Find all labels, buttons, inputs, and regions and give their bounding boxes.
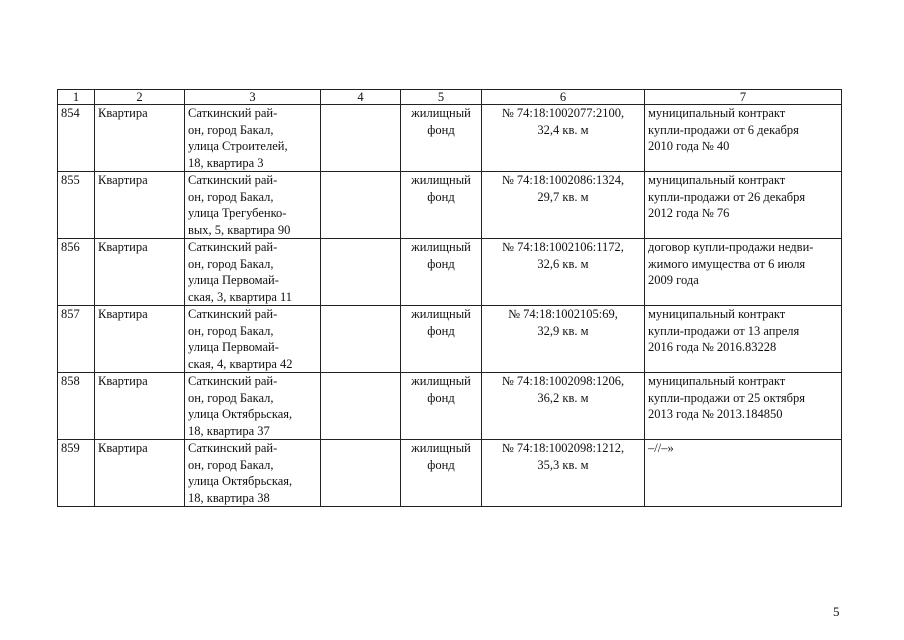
fund-line: фонд [427,390,455,405]
fund-line: фонд [427,323,455,338]
basis-line: муниципальный контракт [648,106,786,120]
cadastral-cell [482,373,645,440]
address-line: Саткинский рай- [188,307,278,321]
column-header: 6 [482,90,645,105]
column-header: 5 [401,90,482,105]
address-line: улица Трегубенко- [188,206,287,220]
row-number-cell: 857 [58,306,95,373]
empty-cell [321,239,401,306]
address-line: Саткинский рай- [188,106,278,120]
row-number-cell: 858 [58,373,95,440]
address-line: 18, квартира 38 [188,490,270,505]
empty-cell [321,373,401,440]
fund-cell [401,440,482,507]
basis-cell [645,239,842,306]
address-line: он, город Бакал, [188,189,274,204]
address-line: он, город Бакал, [188,390,274,405]
cadastral-cell [482,239,645,306]
fund-line: жилищный [411,441,471,455]
address-cell [185,172,321,239]
address-line: он, город Бакал, [188,122,274,137]
fund-cell [401,105,482,172]
fund-cell [401,306,482,373]
basis-line: купли-продажи от 26 декабря [648,189,806,204]
cadastral-line: 29,7 кв. м [537,189,589,204]
cadastral-line: 32,6 кв. м [537,256,589,271]
fund-line: жилищный [411,173,471,187]
empty-cell [321,172,401,239]
cadastral-cell [482,172,645,239]
cadastral-line: № 74:18:1002077:2100, [501,106,625,120]
basis-line: купли-продажи от 25 октября [648,390,805,405]
address-line: он, город Бакал, [188,457,274,472]
address-line: ская, 3, квартира 11 [188,289,293,304]
column-header: 4 [321,90,401,105]
address-line: улица Строителей, [188,139,288,153]
basis-line: муниципальный контракт [648,307,786,321]
fund-line: жилищный [411,106,471,120]
address-line: 18, квартира 3 [188,155,264,170]
fund-line: фонд [427,256,455,271]
address-line: 18, квартира 37 [188,423,270,438]
fund-cell [401,373,482,440]
column-header: 2 [95,90,185,105]
basis-cell [645,373,842,440]
cadastral-line: № 74:18:1002105:69, [508,307,618,321]
column-header: 1 [58,90,95,105]
row-number-cell: 859 [58,440,95,507]
cadastral-line: № 74:18:1002098:1212, [501,441,625,455]
basis-line: 2010 года № 40 [648,139,730,153]
fund-line: жилищный [411,374,471,388]
basis-line: 2013 года № 2013.184850 [648,407,783,421]
cadastral-line: 35,3 кв. м [537,457,589,472]
basis-line: муниципальный контракт [648,173,786,187]
address-cell [185,239,321,306]
cadastral-line: № 74:18:1002106:1172, [502,240,624,254]
cadastral-line: 36,2 кв. м [537,390,589,405]
address-cell [185,373,321,440]
row-number-cell: 856 [58,239,95,306]
property-register-table [57,89,842,507]
cadastral-line: 32,4 кв. м [537,122,589,137]
address-line: улица Октябрьская, [188,474,293,488]
table-row [58,306,842,373]
address-line: улица Первомай- [188,273,279,287]
object-type-cell: Квартира [95,239,185,306]
row-number-cell: 855 [58,172,95,239]
fund-cell [401,172,482,239]
fund-cell [401,239,482,306]
address-line: Саткинский рай- [188,240,278,254]
address-line: вых, 5, квартира 90 [188,222,291,237]
basis-line: 2012 года № 76 [648,206,730,220]
address-line: он, город Бакал, [188,323,274,338]
basis-line: купли-продажи от 13 апреля [648,323,800,338]
address-line: Саткинский рай- [188,374,278,388]
basis-cell [645,172,842,239]
table-header-row [58,90,842,105]
object-type-cell: Квартира [95,172,185,239]
address-line: он, город Бакал, [188,256,274,271]
table-row [58,105,842,172]
address-line: Саткинский рай- [188,173,278,187]
basis-line: договор купли-продажи недви- [648,240,814,254]
address-line: улица Октябрьская, [188,407,293,421]
cadastral-line: 32,9 кв. м [537,323,589,338]
table-row [58,239,842,306]
cadastral-cell [482,440,645,507]
empty-cell [321,306,401,373]
object-type-cell: Квартира [95,440,185,507]
fund-line: жилищный [411,307,471,321]
table-row [58,373,842,440]
basis-line: 2016 года № 2016.83228 [648,340,777,354]
basis-line: купли-продажи от 6 декабря [648,122,799,137]
fund-line: фонд [427,122,455,137]
address-line: Саткинский рай- [188,441,278,455]
column-header: 3 [185,90,321,105]
table-row [58,440,842,507]
empty-cell [321,105,401,172]
cadastral-line: № 74:18:1002086:1324, [501,173,625,187]
fund-line: фонд [427,189,455,204]
object-type-cell: Квартира [95,105,185,172]
column-header: 7 [645,90,842,105]
basis-line: –//–» [648,441,674,455]
object-type-cell: Квартира [95,306,185,373]
empty-cell [321,440,401,507]
basis-cell [645,105,842,172]
address-line: ская, 4, квартира 42 [188,356,293,371]
basis-cell [645,306,842,373]
fund-line: фонд [427,457,455,472]
row-number-cell: 854 [58,105,95,172]
cadastral-cell [482,105,645,172]
basis-cell [645,440,842,507]
object-type-cell: Квартира [95,373,185,440]
basis-line: 2009 года [648,273,699,287]
basis-line: жимого имущества от 6 июля [648,256,806,271]
address-line: улица Первомай- [188,340,279,354]
cadastral-cell [482,306,645,373]
address-cell [185,440,321,507]
fund-line: жилищный [411,240,471,254]
address-cell [185,105,321,172]
cadastral-line: № 74:18:1002098:1206, [501,374,625,388]
address-cell [185,306,321,373]
page-number: 5 [833,604,840,619]
table-row [58,172,842,239]
basis-line: муниципальный контракт [648,374,786,388]
